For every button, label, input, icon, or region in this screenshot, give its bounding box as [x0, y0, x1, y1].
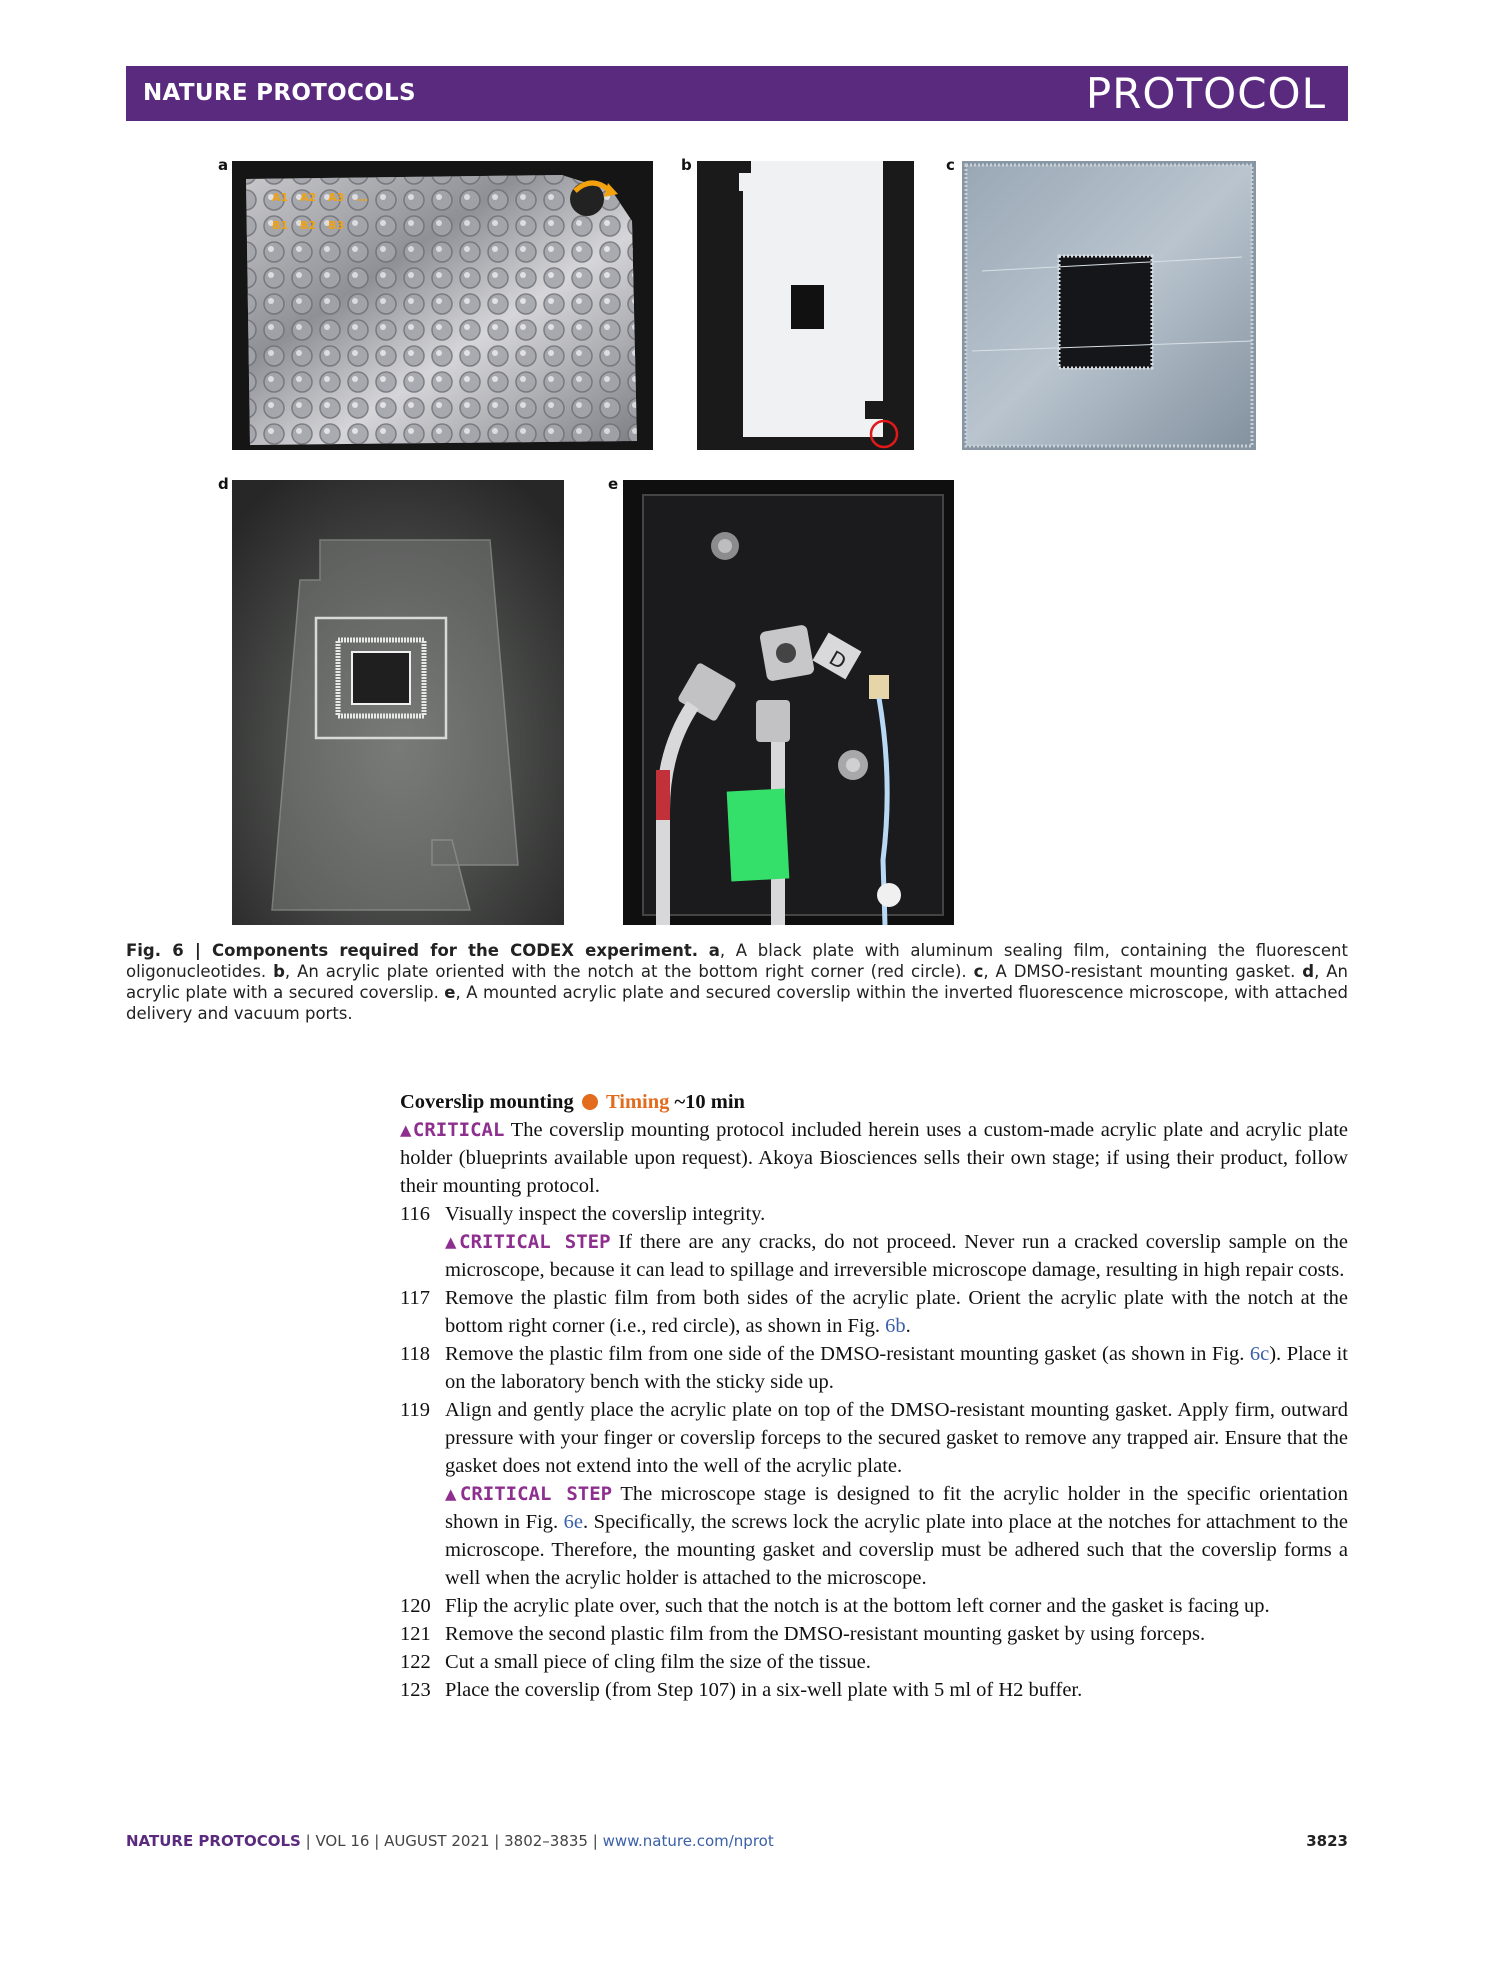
figure-link-6b[interactable]: 6b — [885, 1315, 906, 1337]
well-label-b2: B2 — [300, 219, 317, 232]
caption-key-e: e — [444, 983, 456, 1002]
footer-sep: | — [300, 1832, 316, 1850]
caption-text-b: , An acrylic plate oriented with the notch at the bottom right corner (red circle). — [284, 962, 967, 981]
well-label-a2: A2 — [300, 191, 317, 204]
panel-b-photo — [697, 161, 914, 450]
critical-step-label: ▲CRITICAL STEP — [445, 1483, 613, 1505]
step-text: Visually inspect the coverslip integrity. — [445, 1203, 766, 1225]
sealed-black-plate-image — [232, 161, 653, 450]
step-text: Remove the plastic film from one side of the DMSO-resistant mounting gasket (as shown in Fig. — [445, 1343, 1250, 1365]
caption-key-a: a — [708, 941, 720, 960]
timing-label: Timing — [605, 1091, 670, 1113]
panel-label-e: e — [608, 475, 619, 493]
critical-step-text-end: . Specifically, the screws lock the acrylic plate into place at the notches for attachment to the microscope. Therefore, the mounting gasket and coverslip must be adhered such that the coverslip forms a well when the acrylic holder is attached to the microscope. — [445, 1511, 1348, 1589]
step-number: 116 — [400, 1203, 430, 1225]
step-text-end: . — [905, 1315, 911, 1337]
well-label-a3: A3 — [328, 191, 345, 204]
panel-e-photo — [623, 480, 954, 925]
caption-text-d: , An acrylic plate with a secured coverslip. — [126, 962, 1349, 1002]
critical-note — [400, 1116, 1348, 1200]
step-118 — [400, 1340, 1348, 1396]
step-117 — [400, 1284, 1348, 1340]
step-text: Align and gently place the acrylic plate on top of the DMSO-resistant mounting gasket. Apply firm, outward pressure with your finger or coverslip forceps to the secured gasket to remove any trapped air. Ensure that the gasket does not extend into the well of the acrylic plate. — [445, 1399, 1348, 1477]
step-number: 121 — [400, 1623, 431, 1645]
protocol-section — [400, 1088, 1348, 1704]
microscope-mount-image — [623, 480, 954, 925]
step-120 — [400, 1592, 1348, 1620]
critical-step-text: If there are any cracks, do not proceed. Never run a cracked coverslip sample on the microscope, because it can lead to spillage and irreversible microscope damage, resulting in high repair costs. — [445, 1231, 1348, 1281]
port-label-d: D — [825, 645, 851, 675]
step-number: 119 — [400, 1399, 430, 1421]
page-footer — [126, 1832, 1348, 1850]
caption-key-c: c — [973, 962, 984, 981]
footer-url-link[interactable]: www.nature.com/nprot — [602, 1832, 774, 1850]
step-122 — [400, 1648, 1348, 1676]
footer-sep: | — [489, 1832, 505, 1850]
figure-caption — [126, 940, 1348, 1024]
panel-a-photo — [232, 161, 653, 450]
plate-with-coverslip-image — [232, 480, 564, 925]
caption-text-c: , A DMSO-resistant mounting gasket. — [983, 962, 1296, 981]
step-116 — [400, 1200, 1348, 1284]
caption-text-e: , A mounted acrylic plate and secured coverslip within the inverted fluorescence microscope, with attached delivery and vacuum ports. — [126, 983, 1348, 1023]
timing-dot-icon — [582, 1094, 598, 1110]
page-number: 3823 — [1306, 1832, 1348, 1850]
footer-journal: NATURE PROTOCOLS — [126, 1832, 301, 1850]
critical-step-text: The microscope stage is designed to fit the acrylic holder in the specific orientation shown in Fig. — [445, 1483, 1348, 1533]
step-text: Flip the acrylic plate over, such that the notch is at the bottom left corner and the gasket is facing up. — [445, 1595, 1270, 1617]
panel-label-b: b — [681, 156, 692, 174]
acrylic-plate-image — [697, 161, 914, 450]
step-121 — [400, 1620, 1348, 1648]
caption-text-a: , A black plate with aluminum sealing film, containing the fluorescent oligonucleotides. — [126, 941, 1348, 981]
critical-text: The coverslip mounting protocol included herein uses a custom-made acrylic plate and acrylic plate holder (blueprints available upon request). Akoya Biosciences sells their own stage; if using their product, follow their mounting protocol. — [400, 1119, 1348, 1197]
article-type: PROTOCOL — [1085, 69, 1326, 118]
step-number: 122 — [400, 1651, 431, 1673]
well-label-b1: B1 — [272, 219, 289, 232]
mounting-gasket-image — [962, 161, 1256, 450]
figure-link-6c[interactable]: 6c — [1249, 1343, 1270, 1365]
panel-d-photo — [232, 480, 564, 925]
footer-pages: 3802–3835 — [504, 1832, 588, 1850]
caption-fig-label: Fig. 6 | Components required for the CODEX experiment. — [126, 941, 699, 960]
well-label-b3: B3 — [328, 219, 345, 232]
panel-label-d: d — [218, 475, 229, 493]
step-123 — [400, 1676, 1348, 1704]
step-number: 120 — [400, 1595, 431, 1617]
footer-volume: VOL 16 — [315, 1832, 370, 1850]
caption-key-b: b — [273, 962, 285, 981]
panel-label-c: c — [946, 156, 955, 174]
critical-label: ▲CRITICAL — [400, 1119, 505, 1141]
critical-step-label: ▲CRITICAL STEP — [445, 1231, 611, 1253]
step-text: Remove the second plastic film from the DMSO-resistant mounting gasket by using forceps. — [445, 1623, 1206, 1645]
figure-link-6e[interactable]: 6e — [563, 1511, 583, 1533]
section-heading — [400, 1088, 1348, 1116]
step-number: 123 — [400, 1679, 431, 1701]
timing-value: ~10 min — [674, 1091, 745, 1113]
step-number: 117 — [400, 1287, 430, 1309]
step-number: 118 — [400, 1343, 430, 1365]
step-119 — [400, 1396, 1348, 1592]
step-text-end: ). Place it on the laboratory bench with the sticky side up. — [445, 1343, 1348, 1393]
caption-key-d: d — [1302, 962, 1315, 981]
footer-sep: | — [587, 1832, 603, 1850]
journal-name: NATURE PROTOCOLS — [143, 80, 416, 106]
journal-header-bar — [126, 66, 1348, 121]
section-title: Coverslip mounting — [400, 1091, 574, 1113]
panel-c-photo — [962, 161, 1256, 450]
well-label-more: ... — [356, 191, 369, 204]
step-text: Remove the plastic film from both sides of the acrylic plate. Orient the acrylic plate with the notch at the bottom right corner (i.e., red circle), as shown in Fig. — [445, 1287, 1348, 1337]
well-label-a1: A1 — [272, 191, 289, 204]
step-text: Place the coverslip (from Step 107) in a six-well plate with 5 ml of H2 buffer. — [445, 1679, 1083, 1701]
footer-date: AUGUST 2021 — [384, 1832, 490, 1850]
panel-label-a: a — [218, 156, 229, 174]
step-text: Cut a small piece of cling film the size of the tissue. — [445, 1651, 871, 1673]
footer-sep: | — [369, 1832, 385, 1850]
